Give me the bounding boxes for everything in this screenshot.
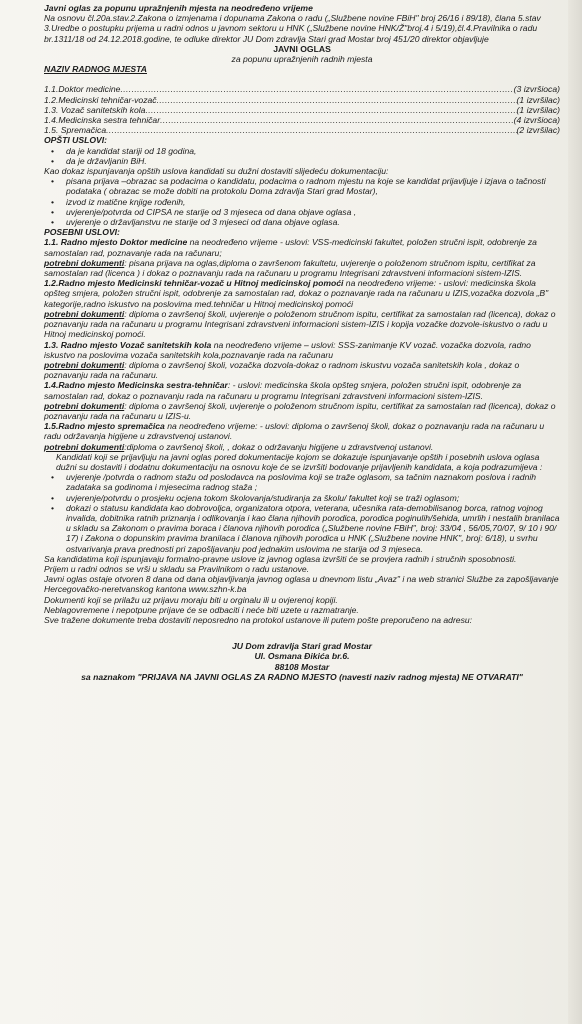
list-item: • pisana prijava –obrazac sa podacima o kandidatu, podacima o radnom mjestu na koje se kandidat prijavljuje i izjava o tačnosti podataka ( obrazac se može dobiti na protokolu Doma zdravlja Stari grad Mostar), [66,176,560,196]
position-count: (4 izvršioca) [513,115,560,126]
position-title: 1.3. Radno mjesto Vozač sanitetskih kola [44,339,212,350]
position-label: 1.5. Spremačica [44,125,107,136]
position-count: (3 izvršioca) [513,84,560,95]
required-docs-text: : diploma o završenoj školi, vozačka dozvola-dokaz o radnom iskustvu vozača sanitetskih kola , dokaz o poznavanju rada na računaru. [44,359,520,381]
position-count: (1 izvršilac) [516,104,560,115]
required-docs-label: potrebni dokumenti [44,400,125,411]
dot-leader [157,95,517,105]
closing-verification: Sa kandidatima koji ispunjavaju formalno-pravne uslove iz javnog oglasa izvršiti će se provjera radnih i stručnih sposobnosti. [44,553,517,564]
closing-originals: Dokumenti koji se prilažu uz prijavu moraju biti u orginalu ili u ovjerenoj kopiji. [44,594,338,605]
dot-leader [145,105,516,115]
position-1-docs [44,258,560,278]
list-item: • da je kandidat stariji od 18 godina, [66,146,560,156]
general-conditions-list [44,146,560,166]
required-docs-label: potrebni dokumenti [44,441,125,452]
oglas-subtitle: za popunu upražnjenih radnih mjesta [231,54,373,65]
required-docs-text: : diploma o završenoj školi, uvjerenje o položenom stručnom ispitu, certifikat za samostalan rad (licenca), dokaz o poznavanju rada na računaru u IZIS-u. [44,400,556,421]
dot-leader [106,125,516,135]
position-count: (1 izvršilac) [516,94,560,105]
closing-open-period: Javni oglas ostaje otvoren 8 dana od dana objavljivanja javnog oglasa u dnevnom listu „Avaz" i na web stranici Službe za zapošljavanje Hercegovačko-neretvanskog kantona www.szhn-k.ba [44,574,559,595]
position-title: 1.1. Radno mjesto Doktor medicine [44,237,188,248]
required-docs-text: :diploma o završenoj školi, , dokaz o održavanju higijene u zdravstvenoj ustanovi. [124,441,434,452]
positions-list [44,84,560,135]
general-conditions-heading: OPŠTI USLOVI: [44,135,108,146]
position-row [44,105,560,115]
mailing-address [44,641,560,682]
address-line: 88108 Mostar [274,661,330,672]
position-row [44,125,560,135]
ranking-docs-list [44,472,560,554]
list-item: • uvjerenje/potvrdu o prosjeku ocjena tokom školovanja/studiranja za školu/ fakultet koji se traži oglasom; [66,493,560,503]
dot-leader [120,84,513,94]
position-5-docs [44,442,560,452]
position-3-docs [44,360,560,380]
position-row [44,95,560,105]
position-label: 1.1.Doktor medicine [44,84,121,95]
position-title: 1.4.Radno mjesto Medicinska sestra-tehničar [44,380,228,391]
closing-rejection: Neblagovremene i nepotpune prijave će se odbaciti i neće biti uzete u razmatranje. [44,604,359,615]
position-conditions-text: na neodređeno vrijeme: - uslovi: medicinska škola opšteg smjera, položen stručni ispit, odobrenje za samostalan rad, dokaz o poznavanje rada na računaru u IZIS,vozačka dozvola „B" kategorije,radno iskustvo na poslovima med.tehničar u Hitnoj medicinskoj pomoći [44,278,549,309]
position-4-conditions [44,380,560,400]
position-row [44,115,560,125]
required-docs-label: potrebni dokumenti [44,359,125,370]
position-label: 1.2.Medicinski tehničar-vozač [44,94,157,105]
position-4-docs [44,401,560,421]
position-3-conditions [44,340,560,360]
envelope-note: sa naznakom "PRIJAVA NA JAVNI OGLAS ZA RADNO MJESTO (navesti naziv radnog mjesta) NE OTVARATI" [81,671,523,682]
required-docs-label: potrebni dokumenti [44,257,125,268]
position-2-conditions [44,278,560,309]
legal-basis-intro: Na osnovu čl.20a.stav.2.Zakona o izmjenama i dopunama Zakona o radu („Službene novine FBiH" broj 26/16 i 89/18), člana 5.stav 3.Uredbe o postupku prijema u radni odnos u javnom sektoru u HNK („Službene novine HNK/Ž"broj.4 i 5/19),čl.4.Pravilnika o radu br.1311/18 od 24.12.2018.godine, te odluke direktor JU Dom zdravlja Stari grad Mostar broj 451/20 direktor objavljuje [44,13,541,44]
position-5-conditions [44,421,560,441]
required-docs-text: : pisana prijava na oglas,diploma o završenom fakultetu, uvjerenje o položenom stručnom ispitu, certifikat za samostalan rad (licenca ) i dokaz o poznavanju rada na računaru u programu Integrisani zdravstveni informacioni sistem-IZIS. [44,257,536,279]
position-title: 1.2.Radno mjesto Medicinski tehničar-vozač u Hitnoj medicinskoj pomoći [44,278,344,289]
position-conditions-text: na neodređeno vrijeme – uslovi: SSS-zanimanje KV vozač. vozačka dozvola, radno iskustvo na poslovima vozača sanitetskih kola,poznavanje rada na računaru [44,339,531,360]
position-2-docs [44,309,560,340]
oglas-title: JAVNI OGLAS [273,43,331,54]
announcement-header-title: Javni oglas za popunu upražnjenih mjesta na neodređeno vrijeme [44,3,313,13]
position-title: 1.5.Radno mjesto spremačica [44,421,165,432]
list-item: • izvod iz matične knjige rođenih, [66,197,560,207]
list-item: • uvjerenje/potvrda od CIPSA ne starije od 3 mjeseca od dana objave oglasa , [66,207,560,217]
list-item: • uvjerenje /potvrda o radnom stažu od poslodavca na poslovima koji se traže oglasom, sa tačnim naznakom poslova i radnih zadataka sa godinoma i mjesecima radnog staža ; [66,472,560,492]
required-docs-text: : diploma o završenoj školi, uvjerenje o položenom stručnom ispitu, certifikat za samostalan rad (licenca), dokaz o poznavanju rada na računaru u programu Integrisani zdravstveni informacioni sistem-IZIS i kopija vozačke dozvole-iskustvo o radu u Hitnoj medicinskoj pomoći. [44,308,556,340]
list-item: • da je državljanin BiH. [66,156,560,166]
position-1-conditions [44,237,560,257]
position-conditions-text: na neodređeno vrijeme: - uslovi: diploma o završenoj školi, dokaz o poznavanju rada na računaru u radu održavanja higijene u zdravstvenoj ustanovi. [44,421,545,442]
job-announcement [44,3,560,682]
list-item: • dokazi o statusu kandidata kao dobrovoljca, organizatora otpora, veterana, učesnika rata-demobilisanog borca, ratnog vojnog invalida, dobitnika ratnih priznanja i odlikovanja i kao člana njihovih porodica, porodica poginulih/šehida, umrlih i nestalih branilaca u skladu sa Zakonom o pravima boraca i članova njihovih porodica („Službene novine FBiH", broj: 33/04 , 56/05,70/07, 9/ 10 i 90/ 17) i Zakona o dopunskim pravima branilaca i članova njihovih porodica u HNK („Službene novine HNK", broj: 6/18), u svrhu ostvarivanja prava prednosti pri zapošljavanju pod jednakim uslovima ne starija od 3 mjeseca. [66,503,560,554]
closing-hiring: Prijem u radni odnos se vrši u skladu sa Pravilnikom o radu ustanove. [44,563,310,574]
ranking-intro: Kandidati koji se prijavljuju na javni oglas pored dokumentacije kojom se dokazuje ispunjavanje opštih i posebnih uslova oglasa dužni su dostaviti i dodatnu dokumentaciju na osnovu koje će se izvršiti bodovanje prijavljenih kandidata, a koja podrazumijeva : [56,451,543,472]
required-docs-label: potrebni dokumenti [44,308,125,319]
dot-leader [160,115,514,125]
adjacent-page-edge [568,0,582,1024]
special-conditions-heading: POSEBNI USLOVI: [44,227,120,238]
position-row [44,84,560,94]
positions-heading: NAZIV RADNOG MJESTA [44,64,147,75]
address-line: Ul. Osmana Đikića br.6. [254,651,350,662]
address-line: JU Dom zdravlja Stari grad Mostar [232,641,372,652]
position-label: 1.3. Vozač sanitetskih kola [44,104,146,115]
general-docs-list [44,176,560,227]
list-item: • uvjerenje o državljanstvu ne starije od 3 mjeseci od dana objave oglasa. [66,217,560,227]
position-label: 1.4.Medicinska sestra tehničar [44,115,161,126]
general-docs-intro: Kao dokaz ispunjavanja opštih uslova kandidati su dužni dostaviti slijedeću dokumentaciju: [44,166,389,177]
position-count: (2 izvršilac) [516,125,560,136]
position-conditions-text: : - uslovi: medicinska škola opšteg smjera, položen stručni ispit, odobrenje za samostalan rad, dokaz o poznavanju rada na računaru u programu Integrisani zdravstveni informacioni sistem-IZIS. [44,380,522,401]
closing-delivery: Sve tražene dokumente treba dostaviti neposredno na protokol ustanove ili putem pošte preporučeno na adresu: [44,614,473,625]
position-conditions-text: na neodređeno vrijeme - uslovi: VSS-medicinski fakultet, položen stručni ispit, odobrenje za samostalan rad, poznavanje rada na računaru; [44,237,537,258]
